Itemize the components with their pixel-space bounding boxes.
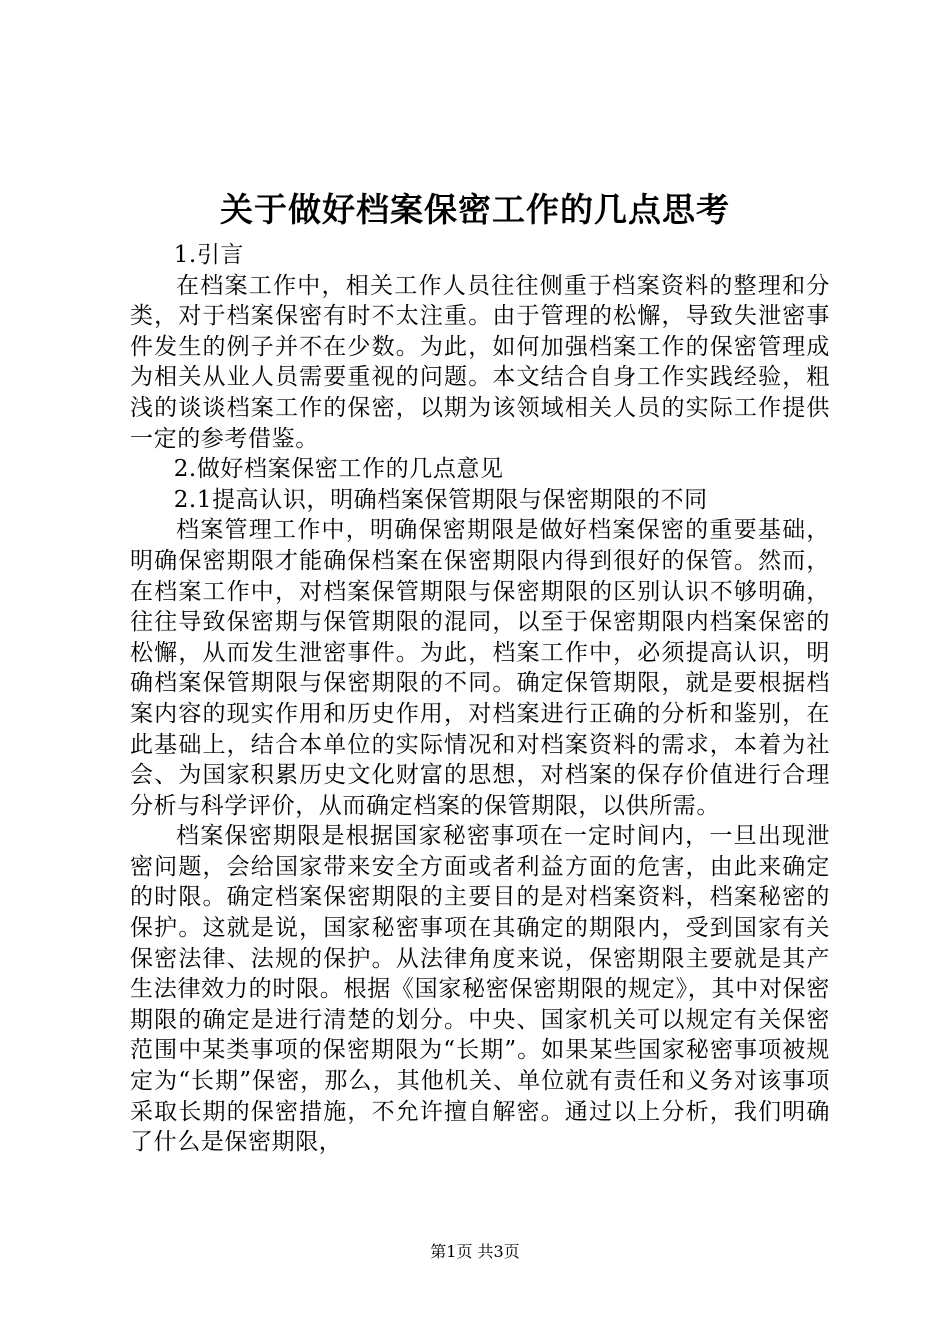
section-heading: 2.做好档案保密工作的几点意见	[173, 456, 504, 483]
body-paragraph: 档案保密期限是根据国家秘密事项在一定时间内，一旦出现泄密问题，会给国家带来安全方面或者利益方面的危害，由此来确定的时限。确定档案保密期限的主要目的是对档案资料，档案秘密的保护。这就是说，国家秘密事项在其确定的期限内，受到国家有关保密法律、法规的保护。从法律角度来说，保密期限主要就是其产生法律效力的时限。根据《国家秘密保密期限的规定》，其中对保密期限的确定是进行清楚的划分。中央、国家机关可以规定有关保密范围中某类事项的保密期限为“长期”。如果某些国家秘密事项被规定为“长期”保密，那么，其他机关、单位就有责任和义务对该事项采取长期的保密措施，不允许擅自解密。通过以上分析，我们明确了什么是保密期限，	[130, 823, 830, 1156]
body-paragraph: 在档案工作中，相关工作人员往往侧重于档案资料的整理和分类，对于档案保密有时不太注重。由于管理的松懈，导致失泄密事件发生的例子并不在少数。为此，如何加强档案工作的保密管理成为相关从业人员需要重视的问题。本文结合自身工作实践经验，粗浅的谈谈档案工作的保密，以期为该领域相关人员的实际工作提供一定的参考借鉴。	[130, 272, 830, 452]
body-paragraph: 档案管理工作中，明确保密期限是做好档案保密的重要基础，明确保密期限才能确保档案在保密期限内得到很好的保管。然而，在档案工作中，对档案保管期限与保密期限的区别认识不够明确，往往导致保密期与保管期限的混同，以至于保密期限内档案保密的松懈，从而发生泄密事件。为此，档案工作中，必须提高认识，明确档案保管期限与保密期限的不同。确定保管期限，就是要根据档案内容的现实作用和历史作用，对档案进行正确的分析和鉴别，在此基础上，结合本单位的实际情况和对档案资料的需求，本着为社会、为国家积累历史文化财富的思想，对档案的保存价值进行合理分析与科学评价，从而确定档案的保管期限，以供所需。	[130, 517, 830, 819]
page-footer: 第1页 共3页	[430, 1242, 520, 1261]
subsection-heading: 2.1提高认识，明确档案保管期限与保密期限的不同	[173, 486, 708, 513]
document-title: 关于做好档案保密工作的几点思考	[220, 190, 730, 229]
document-body	[130, 240, 830, 1158]
section-heading: 1.引言	[173, 242, 245, 268]
